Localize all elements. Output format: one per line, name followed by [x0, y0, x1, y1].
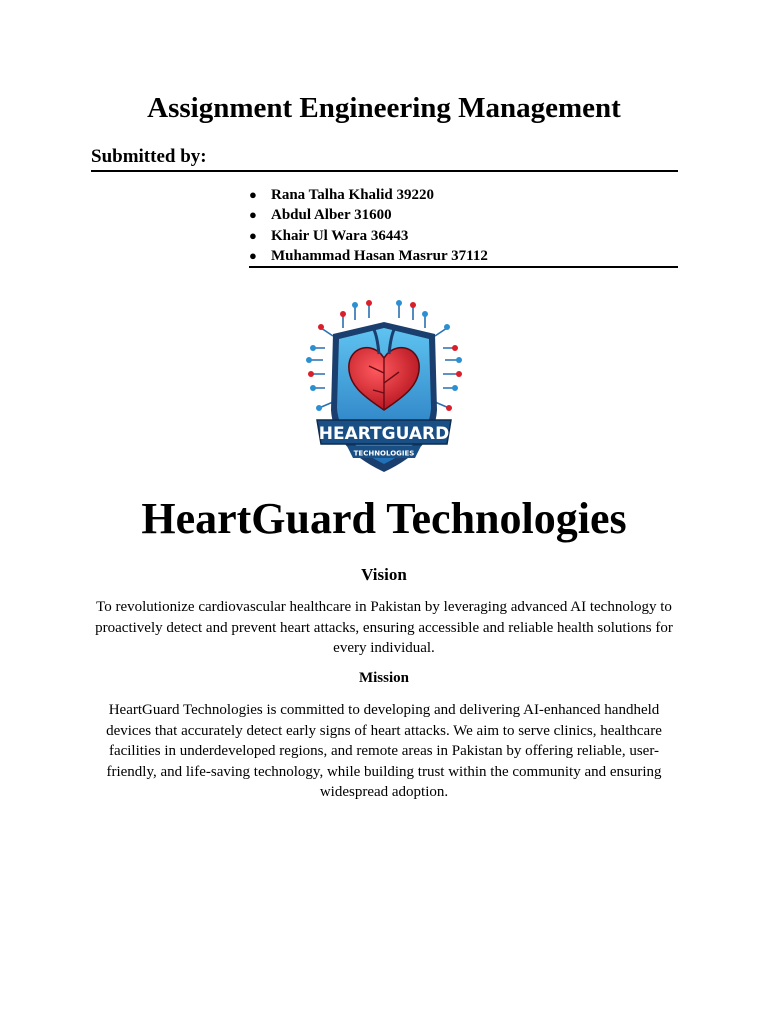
divider-bottom: [249, 266, 678, 268]
member-name: Muhammad Hasan Masrur 37112: [271, 247, 488, 264]
list-item: [249, 185, 488, 205]
logo-wordmark: HEARTGUARD: [318, 424, 450, 444]
mission-text: HeartGuard Technologies is committed to developing and delivering AI-enhanced handheld devices that accurately detect early signs of heart attacks. We aim to serve clinics, healthcare facilities in underdeveloped regions, and remote areas in Pakistan by offering reliable, user-friendly, and life-saving technology, while building trust within the community and ensuring widespread adoption.: [106, 702, 662, 800]
submitted-by-label: Submitted by:: [91, 146, 207, 167]
member-name: Khair Ul Wara 36443: [271, 227, 409, 244]
heartguard-logo: [303, 298, 465, 480]
vision-heading: Vision: [361, 565, 407, 584]
member-name: Rana Talha Khalid 39220: [271, 187, 434, 203]
member-list: [249, 185, 488, 266]
divider-top: [91, 170, 678, 172]
vision-text: To revolutionize cardiovascular healthcare in Pakistan by leveraging advanced AI technology to proactively detect and prevent heart attacks, ensuring accessible and reliable health solutions for every individual.: [95, 599, 673, 656]
bullet-icon: ●: [249, 247, 257, 263]
list-item: [249, 205, 488, 225]
logo-tagline: TECHNOLOGIES: [353, 449, 415, 458]
list-item: [249, 226, 488, 246]
list-item: [249, 246, 488, 266]
bullet-icon: ●: [249, 187, 257, 202]
bullet-icon: ●: [249, 207, 257, 223]
bullet-icon: ●: [249, 227, 257, 243]
member-name: Abdul Alber 31600: [271, 207, 392, 224]
page-title: Assignment Engineering Management: [147, 92, 621, 124]
mission-heading: Mission: [358, 670, 409, 686]
company-name: HeartGuard Technologies: [141, 494, 627, 543]
